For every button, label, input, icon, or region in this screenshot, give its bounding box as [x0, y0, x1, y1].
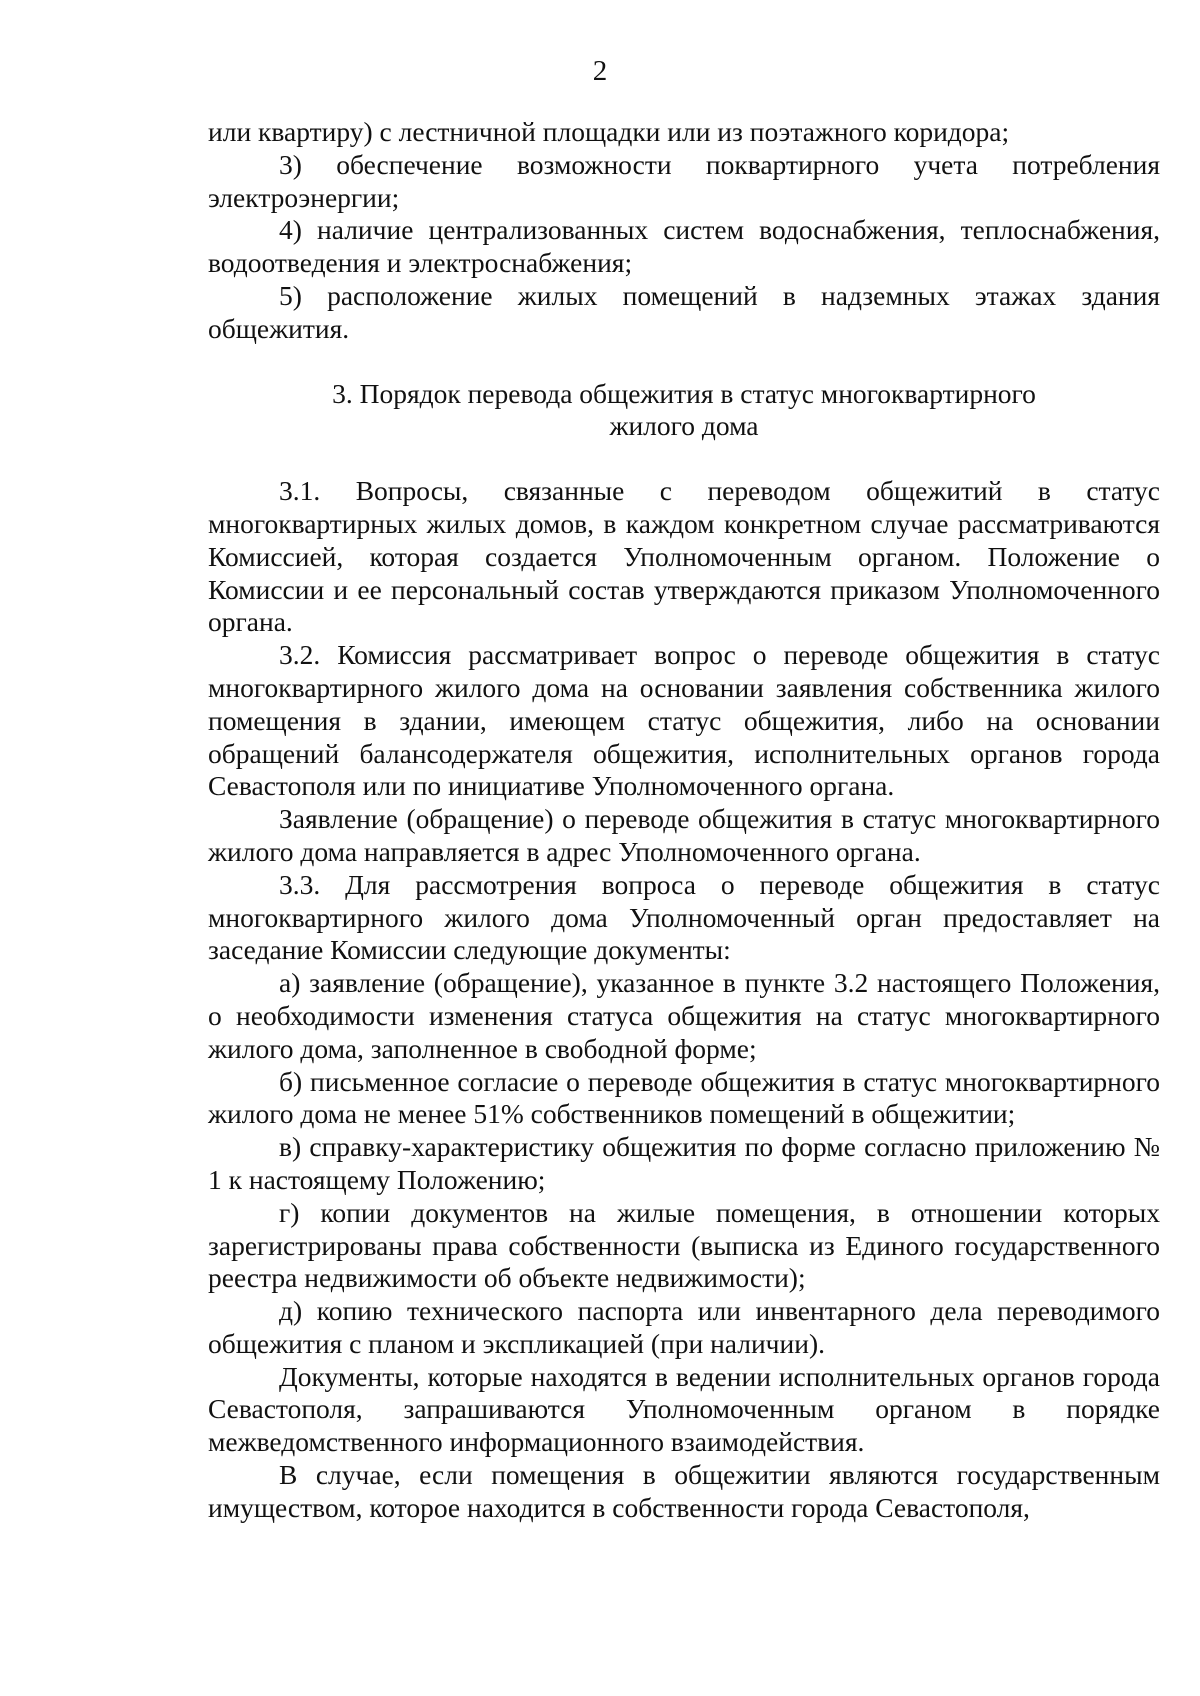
section-heading-line-2: жилого дома [609, 410, 759, 442]
list-item-3: 3) обеспечение возможности поквартирного учета потребления электроэнергии; [208, 148, 1160, 213]
paragraph-continuation: или квартиру) с лестничной площадки или из поэтажного коридора; [208, 116, 1010, 147]
list-item-5: 5) расположение жилых помещений в надземных этажах здания общежития. [208, 279, 1160, 344]
list-item-v: в) справку-характеристику общежития по форме согласно приложению № 1 к настоящему Положению; [208, 1131, 1160, 1195]
clause-3-3: 3.3. Для рассмотрения вопроса о переводе общежития в статус многоквартирного жилого дома Уполномоченный орган предоставляет на заседание Комиссии следующие документы: [208, 868, 1160, 966]
list-item-g: г) копии документов на жилые помещения, в отношении которых зарегистрированы права собственности (выписка из Единого государственного реестра недвижимости об объекте недвижимости); [208, 1196, 1160, 1294]
clause-3-1: 3.1. Вопросы, связанные с переводом общежитий в статус многоквартирных жилых домов, в каждом конкретном случае рассматриваются Комиссией, которая создается Уполномоченным органом. Положение о Комиссии и ее персональный состав утверждаются приказом Уполномоченного органа. [208, 475, 1160, 638]
page-number: 2 [592, 55, 608, 87]
list-item-4: 4) наличие централизованных систем водоснабжения, теплоснабжения, водоотведения и электроснабжения; [208, 214, 1160, 279]
list-item-b: б) письменное согласие о переводе общежития в статус многоквартирного жилого дома не менее 51% собственников помещений в общежитии; [208, 1065, 1160, 1130]
document-body [208, 116, 1160, 1525]
section-heading-line-1: 3. Порядок перевода общежития в статус многоквартирного [332, 377, 1036, 409]
section-heading [208, 378, 1160, 444]
list-item-d: д) копию технического паспорта или инвентарного дела переводимого общежития с планом и экспликацией (при наличии). [208, 1295, 1160, 1359]
clause-3-2: 3.2. Комиссия рассматривает вопрос о переводе общежития в статус многоквартирного жилого дома на основании заявления собственника жилого помещения в здании, имеющем статус общежития, либо на основании обращений балансодержателя общежития, исполнительных органов города Севастополя или по инициативе Уполномоченного органа. [208, 639, 1160, 802]
list-item-a: а) заявление (обращение), указанное в пункте 3.2 настоящего Положения, о необходимости изменения статуса общежития на статус многоквартирного жилого дома, заполненное в свободной форме; [208, 967, 1160, 1064]
paragraph-state-property: В случае, если помещения в общежитии являются государственным имуществом, которое находится в собственности города Севастополя, [208, 1459, 1160, 1523]
paragraph-documents: Документы, которые находятся в ведении исполнительных органов города Севастополя, запрашиваются Уполномоченным органом в порядке межведомственного информационного взаимодействия. [208, 1360, 1160, 1458]
paragraph-application: Заявление (обращение) о переводе общежития в статус многоквартирного жилого дома направляется в адрес Уполномоченного органа. [208, 803, 1160, 867]
